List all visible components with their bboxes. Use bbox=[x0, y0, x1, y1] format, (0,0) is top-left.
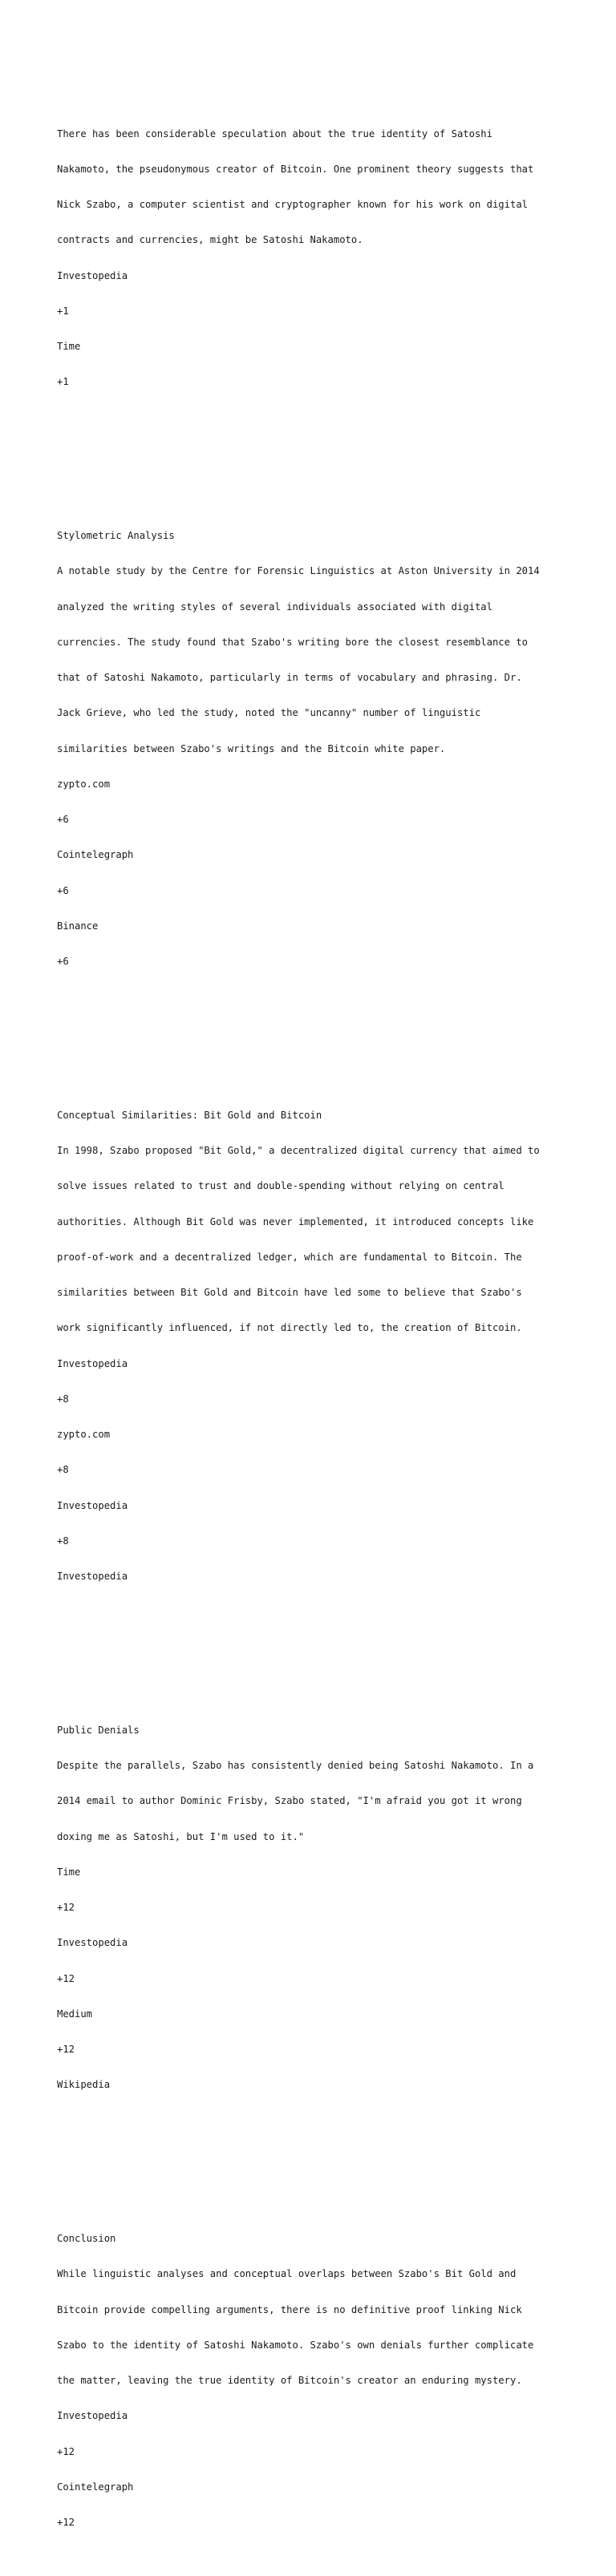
source-count: +6 bbox=[57, 884, 69, 896]
source-count: +12 bbox=[57, 1902, 75, 1913]
source-name: Investopedia bbox=[57, 1499, 128, 1511]
source-count: +8 bbox=[57, 1535, 69, 1547]
paragraph-line: There has been considerable speculation about the true identity of Satoshi bbox=[57, 127, 492, 140]
source-name: Investopedia bbox=[57, 1937, 128, 1949]
paragraph-line: A notable study by the Centre for Forensic Linguistics at Aston University in 2014 bbox=[57, 565, 540, 577]
paragraph-line: Nakamoto, the pseudonymous creator of Bitcoin. One prominent theory suggests that bbox=[57, 163, 534, 175]
source-name: Medium bbox=[57, 2008, 93, 2020]
paragraph-line: doxing me as Satoshi, but I'm used to it." bbox=[57, 1830, 305, 1842]
source-count: +1 bbox=[57, 305, 69, 317]
source-name: Time bbox=[57, 1866, 81, 1878]
paragraph-line: that of Satoshi Nakamoto, particularly in terms of vocabulary and phrasing. Dr. bbox=[57, 672, 522, 683]
paragraph-line: work significantly influenced, if not directly led to, the creation of Bitcoin. bbox=[57, 1322, 522, 1334]
paragraph-line: Jack Grieve, who led the study, noted the "uncanny" number of linguistic bbox=[57, 707, 481, 719]
source-count: +6 bbox=[57, 814, 69, 825]
source-name: Investopedia bbox=[57, 1571, 128, 1582]
section-heading: Stylometric Analysis bbox=[57, 530, 175, 541]
spacer bbox=[57, 447, 586, 459]
source-name: zypto.com bbox=[57, 1429, 111, 1440]
source-count: +6 bbox=[57, 956, 69, 967]
source-count: +1 bbox=[57, 376, 69, 388]
paragraph-line: analyzed the writing styles of several individuals associated with digital bbox=[57, 601, 492, 613]
section-public-denials bbox=[57, 1700, 586, 2114]
source-name: Binance bbox=[57, 920, 99, 932]
source-count: +12 bbox=[57, 2517, 75, 2528]
spacer bbox=[57, 2150, 586, 2162]
spacer bbox=[57, 1642, 586, 1654]
source-name: Investopedia bbox=[57, 269, 128, 281]
paragraph-line: Nick Szabo, a computer scientist and cryptographer known for his work on digital bbox=[57, 199, 528, 210]
spacer bbox=[57, 1027, 586, 1039]
section-heading: Conceptual Similarities: Bit Gold and Bitcoin bbox=[57, 1109, 322, 1121]
source-count: +12 bbox=[57, 2445, 75, 2457]
section-heading: Public Denials bbox=[57, 1724, 140, 1736]
source-count: +8 bbox=[57, 1464, 69, 1476]
paragraph-line: In 1998, Szabo proposed "Bit Gold," a decentralized digital currency that aimed to bbox=[57, 1145, 540, 1156]
section-conclusion bbox=[57, 2210, 586, 2553]
source-name: Wikipedia bbox=[57, 2079, 111, 2091]
paragraph-line: currencies. The study found that Szabo's writing bore the closest resemblance to bbox=[57, 636, 528, 648]
paragraph-line: 2014 email to author Dominic Frisby, Szabo stated, "I'm afraid you got it wrong bbox=[57, 1795, 522, 1807]
paragraph-line: solve issues related to trust and double-spending without relying on central bbox=[57, 1180, 505, 1192]
paragraph-line: similarities between Bit Gold and Bitcoin have led some to believe that Szabo's bbox=[57, 1287, 522, 1298]
section-stylometric-analysis bbox=[57, 507, 586, 992]
paragraph-line: Bitcoin provide compelling arguments, there is no definitive proof linking Nick bbox=[57, 2303, 522, 2315]
section-conceptual-similarities bbox=[57, 1086, 586, 1606]
paragraph-line: While linguistic analyses and conceptual overlaps between Szabo's Bit Gold and bbox=[57, 2268, 517, 2280]
document-page bbox=[57, 57, 586, 2576]
source-name: zypto.com bbox=[57, 778, 111, 790]
source-count: +12 bbox=[57, 2044, 75, 2055]
section-heading: Conclusion bbox=[57, 2233, 116, 2244]
source-name: Investopedia bbox=[57, 1357, 128, 1369]
paragraph-line: Szabo to the identity of Satoshi Nakamoto. Szabo's own denials further complicate bbox=[57, 2339, 534, 2351]
source-name: Time bbox=[57, 341, 81, 352]
source-count: +8 bbox=[57, 1393, 69, 1405]
paragraph-line: similarities between Szabo's writings and the Bitcoin white paper. bbox=[57, 742, 446, 754]
source-name: Investopedia bbox=[57, 2410, 128, 2422]
paragraph-line: the matter, leaving the true identity of Bitcoin's creator an enduring mystery. bbox=[57, 2375, 522, 2386]
source-name: Cointelegraph bbox=[57, 2481, 134, 2493]
source-name: Cointelegraph bbox=[57, 849, 134, 861]
paragraph-line: contracts and currencies, might be Satoshi Nakamoto. bbox=[57, 234, 363, 246]
source-count: +12 bbox=[57, 1972, 75, 1984]
paragraph-line: Despite the parallels, Szabo has consistently denied being Satoshi Nakamoto. In a bbox=[57, 1760, 534, 1771]
section-intro bbox=[57, 104, 586, 412]
paragraph-line: proof-of-work and a decentralized ledger, which are fundamental to Bitcoin. The bbox=[57, 1251, 522, 1263]
paragraph-line: authorities. Although Bit Gold was never implemented, it introduced concepts like bbox=[57, 1215, 534, 1227]
